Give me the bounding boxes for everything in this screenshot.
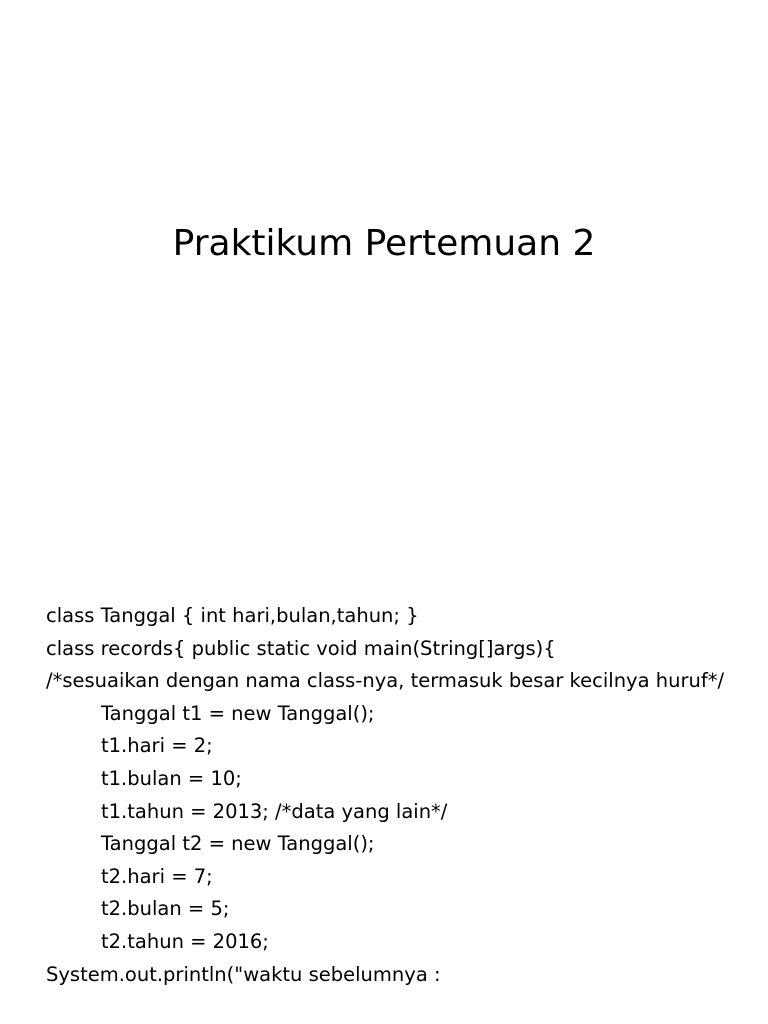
code-line: t1.tahun = 2013; /*data yang lain*/ <box>101 799 448 823</box>
code-line: class Tanggal { int hari,bulan,tahun; } <box>46 604 419 627</box>
code-line: t2.bulan = 5; <box>101 897 230 921</box>
code-comment-line: /*sesuaikan dengan nama class-nya, termasuk besar kecilnya huruf*/ <box>46 669 725 693</box>
code-line: t1.hari = 2; <box>101 734 213 758</box>
code-line: System.out.println("waktu sebelumnya : <box>46 962 441 986</box>
code-line: t1.bulan = 10; <box>101 766 242 790</box>
code-line: Tanggal t2 = new Tanggal(); <box>101 832 375 856</box>
code-line: Tanggal t1 = new Tanggal(); <box>101 701 375 725</box>
slide-title: Praktikum Pertemuan 2 <box>172 223 596 264</box>
code-line: t2.tahun = 2016; <box>101 929 269 953</box>
code-body <box>46 600 746 991</box>
code-line: class records{ public static void main(String[]args){ <box>46 636 556 660</box>
code-line: t2.hari = 7; <box>101 864 213 888</box>
